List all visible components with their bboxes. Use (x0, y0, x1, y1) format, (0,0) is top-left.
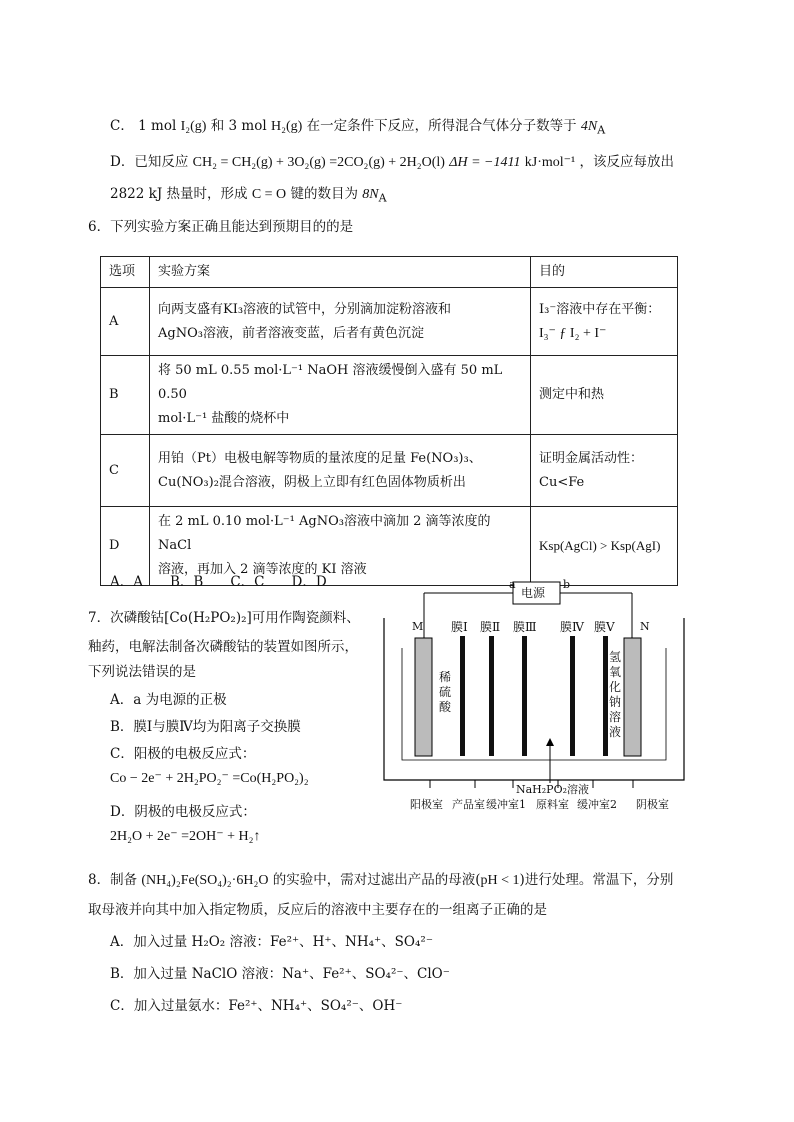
electrode-n (624, 638, 641, 756)
feed-arrow (546, 738, 554, 746)
membrane-4 (570, 636, 575, 756)
q8-option-c: C．加入过量氨水：Fe²⁺、NH₄⁺、SO₄²⁻、OH⁻ (110, 998, 403, 1014)
table-row: D 在 2 mL 0.10 mol·L⁻¹ AgNO₃溶液中滴加 2 滴等浓度的 NaCl 溶液，再加入 2 滴等浓度的 KI 溶液 Ksp(AgCl) > Ksp(AgI) (101, 507, 678, 586)
q7-stem-1: 7．次磷酸钴[Co(H₂PO₂)₂]可用作陶瓷颜料、 (88, 610, 360, 626)
q7-stem-3: 下列说法错误的是 (88, 664, 196, 680)
feed-solution-label: NaH₂PO₂溶液 (516, 783, 590, 796)
room-label: 缓冲室2 (577, 798, 617, 811)
q7-option-c: C．阳极的电极反应式： (110, 746, 256, 762)
electrode-m (415, 638, 432, 756)
membrane-label-4: 膜Ⅳ (560, 620, 584, 634)
header-option: 选项 (101, 257, 150, 288)
room-label: 原料室 (536, 798, 569, 811)
q5-option-c: C． 1 mol I₂(g) 和 3 mol H₂(g) 在一定条件下反应，所得混合气体分子数等于 $4N_A$ (110, 118, 606, 137)
q8-stem-1: 8．制备 (NH₄)₂Fe(SO₄)₂·6H₂O 的实验中，需对过滤出产品的母液(pH < 1)进行处理。常温下，分别 (88, 872, 674, 888)
q7-stem-2: 釉药，电解法制备次磷酸钴的装置如图所示， (88, 639, 358, 655)
q5-option-d-line2: 2822 kJ 热量时，形成 C = O 键的数目为 $8N_A$ (110, 186, 387, 205)
header-plan: 实验方案 (150, 257, 531, 288)
header-goal: 目的 (531, 257, 678, 288)
q7-option-c-eq: Co − 2e⁻ + 2H₂PO₂⁻ =Co(H₂PO₂)₂ (110, 771, 309, 786)
membrane-label-1: 膜Ⅰ (451, 620, 468, 634)
membrane-label-5: 膜Ⅴ (594, 620, 615, 634)
room-label: 产品室 (452, 798, 485, 811)
membrane-3 (522, 636, 527, 756)
q6-stem: 6．下列实验方案正确且能达到预期目的的是 (88, 219, 354, 235)
terminal-b: b (563, 578, 571, 591)
table-row: C 用铂（Pt）电极电解等物质的量浓度的足量 Fe(NO₃)₃、 Cu(NO₃)₂混合溶液，阴极上立即有红色固体物质析出 证明金属活动性： Cu<Fe (101, 435, 678, 507)
q7-option-d: D．阴极的电极反应式： (110, 804, 256, 820)
q7-option-d-eq: 2H₂O + 2e⁻ =2OH⁻ + H₂↑ (110, 829, 261, 844)
left-solution-label: 稀硫酸 (438, 670, 451, 714)
table-row: A 向两支盛有KI₃溶液的试管中，分别滴加淀粉溶液和 AgNO₃溶液，前者溶液变蓝，后者有黄色沉淀 I₃⁻溶液中存在平衡： I₃⁻ ƒ I₂ + I⁻ (101, 288, 678, 356)
membrane-1 (460, 636, 465, 756)
membrane-2 (489, 636, 494, 756)
power-label: 电源 (521, 586, 546, 600)
q8-stem-2: 取母液并向其中加入指定物质，反应后的溶液中主要存在的一组离子正确的是 (88, 902, 547, 918)
room-label: 缓冲室1 (486, 798, 526, 811)
label-m: M (412, 620, 424, 633)
membrane-label-2: 膜Ⅱ (480, 620, 501, 634)
q8-option-b: B．加入过量 NaClO 溶液：Na⁺、Fe²⁺、SO₄²⁻、ClO⁻ (110, 966, 450, 982)
table-row: B 将 50 mL 0.55 mol·L⁻¹ NaOH 溶液缓慢倒入盛有 50 mL 0.50 mol·L⁻¹ 盐酸的烧杯中 测定中和热 (101, 356, 678, 435)
table-header-row (101, 257, 678, 288)
electrolysis-diagram (378, 578, 694, 814)
q6-table (100, 256, 678, 586)
membrane-label-3: 膜Ⅲ (513, 620, 537, 634)
q7-option-b: B．膜Ⅰ与膜Ⅳ均为阳离子交换膜 (110, 719, 301, 735)
room-label: 阳极室 (410, 798, 443, 811)
q6-answers: A．A B．B C．C D．D (110, 574, 327, 590)
q7-option-a: A．a 为电源的正极 (110, 692, 227, 708)
room-label: 阴极室 (636, 798, 669, 811)
right-solution-label: 氢氧化钠溶液 (608, 650, 621, 739)
q5-option-d: D．已知反应 CH₂ = CH₂(g) + 3O₂(g) =2CO₂(g) + 2H₂O(l) ΔH = −1411 kJ·mol⁻¹ ，该反应每放出 (110, 154, 675, 170)
label-n: N (640, 620, 650, 633)
terminal-a: a (509, 578, 516, 591)
q8-option-a: A．加入过量 H₂O₂ 溶液：Fe²⁺、H⁺、NH₄⁺、SO₄²⁻ (110, 934, 433, 950)
